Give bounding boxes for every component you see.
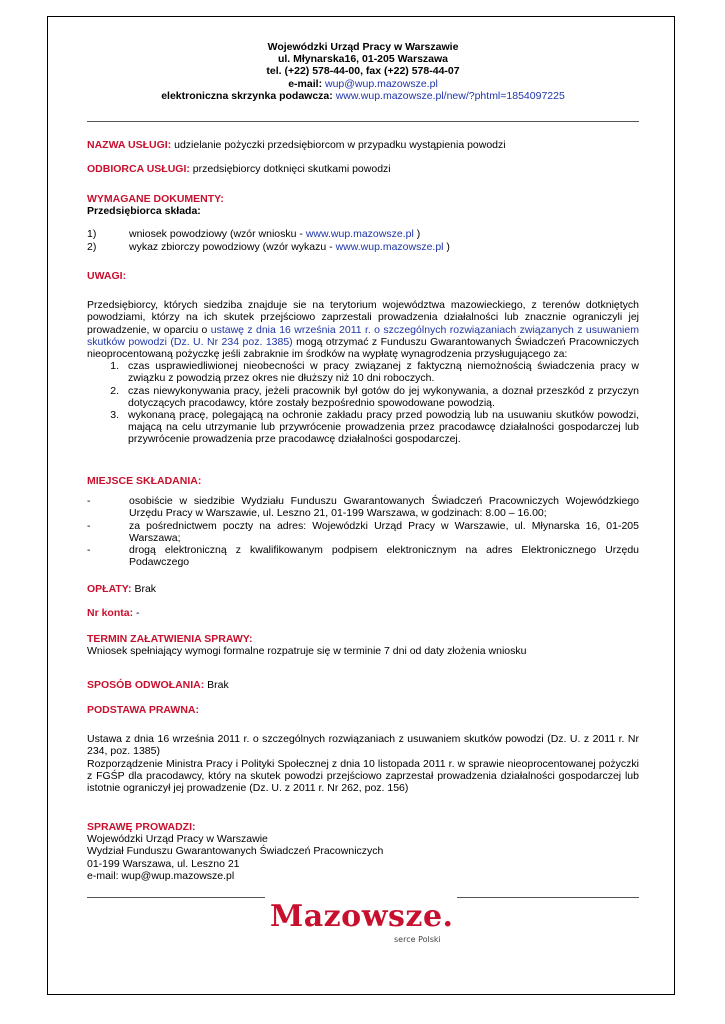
email-label: e-mail: [288,77,323,90]
place-item [87,520,639,544]
org-name: Wojewódzki Urząd Pracy w Warszawie [267,41,459,53]
item-tail: ) [443,240,450,253]
fees-section [87,583,639,595]
legal-paragraph-2: Rozporządzenie Ministra Pracy i Polityki Społecznej z dnia 10 listopada 2011 r. w sprawie nieoprocentowanej pożyczki z FGŚP dla pracodawcy, który na skutek powodzi przejściowo zaprzestał prowadzenia działalności gospodarczej lub istotnie ograniczył jej prowadzenie (Dz. U. z 2011 r. Nr 262, poz. 156) [87,757,639,795]
item-text: wykaz zbiorczy powodziowy (wzór wykazu - [129,240,336,253]
item-number: 1) [87,228,97,241]
handler-section [87,821,639,882]
fees-label: OPŁATY: [87,583,132,595]
document-item [87,241,639,253]
mazowsze-logo [268,899,458,952]
org-address: ul. Młynarska16, 01-205 Warszawa [277,53,449,66]
deadline-value: Wniosek spełniający wymogi formalne rozpatruje się w terminie 7 dni od daty złożenia wniosku [87,645,527,658]
place-section [87,475,639,568]
logo-wordmark: Mazowsze. [270,899,454,934]
list-number: 2. [110,384,119,397]
recipient-label: ODBIORCA USŁUGI: [87,163,190,175]
list-text: czas niewykonywania pracy, jeżeli pracownik był gotów do jej wykonywania, a doznał przeszkód z przyczyn dotyczących pracodawcy, które zostały bezpośrednio spowodowane powodzią. [128,384,639,409]
recipient-value: przedsiębiorcy dotknięci skutkami powodzi [192,163,391,175]
list-number: 1. [110,360,119,373]
logo-tagline: serce Polski [394,935,441,944]
place-item [87,495,639,519]
form-link[interactable]: www.wup.mazowsze.pl [335,240,444,253]
form-link[interactable]: www.wup.mazowsze.pl [305,228,414,241]
legal-label: PODSTAWA PRAWNA: [87,704,199,716]
notes-section [87,270,639,446]
footer-rule-right [457,897,639,898]
header-divider [87,121,639,122]
dash-marker: - [87,519,91,532]
inbox-label: elektroniczna skrzynka podawcza: [161,89,333,102]
account-section [87,607,639,619]
notes-label: UWAGI: [87,270,127,282]
list-text: wykonaną pracę, polegającą na ochronie zakładu pracy przed powodzią lub na usuwaniu skutków powodzi, mającą na celu utrzymanie lub przywrócenie prowadzenia przez pracodawcę działalności gospodarczej lub przywrócenie prowadzenia prze pracodawcę działalności gospodarczej. [128,409,639,446]
email-link[interactable]: wup@wup.mazowsze.pl [324,77,438,90]
documents-sub: Przedsiębiorca składa: [87,205,201,218]
law-link[interactable]: ustawę z dnia 16 września 2011 r. o szczególnych rozwiązaniach związanych z usuwaniem skutków powodzi (Dz. U. Nr 234 poz. 1385) [87,323,639,348]
handler-line: e-mail: wup@wup.mazowsze.pl [87,869,235,882]
deadline-section [87,633,639,657]
service-section [87,139,639,151]
footer-rule-left [87,897,265,898]
list-text: czas usprawiedliwionej nieobecności w pracy związanej z faktyczną niemożnością świadczenia pracy w związku z powodzią przez okres nie dłuższy niż 10 dni roboczych. [128,360,639,385]
service-label: NAZWA USŁUGI: [87,139,172,151]
item-tail: ) [413,228,421,241]
document-header [87,41,639,102]
list-item [87,409,639,446]
item-text: wniosek powodziowy (wzór wniosku - [129,228,306,241]
appeal-label: SPOSÓB ODWOŁANIA: [87,679,205,691]
dash-marker: - [87,495,91,508]
place-item [87,544,639,568]
handler-line: Wojewódzki Urząd Pracy w Warszawie [87,833,268,846]
notes-paragraph [87,299,639,360]
handler-line: Wydział Funduszu Gwarantowanych Świadczeń Pracowniczych [87,845,384,858]
account-label: Nr konta: [87,607,134,619]
place-text: za pośrednictwem poczty na adres: Wojewódzki Urząd Pracy w Warszawie, ul. Młynarska 16, 01-205 Warszawa; [129,519,639,544]
documents-label: WYMAGANE DOKUMENTY: [87,193,224,205]
legal-paragraph-1: Ustawa z dnia 16 września 2011 r. o szczególnych rozwiązaniach z usuwaniem skutków powodzi (Dz. U. z 2011 r. Nr 234, poz. 1385) [87,733,639,758]
list-item [87,385,639,409]
fees-value: Brak [134,583,157,595]
org-phone: tel. (+22) 578-44-00, fax (+22) 578-44-07 [266,65,460,78]
notes-list [87,360,639,445]
service-value: udzielanie pożyczki przedsiębiorcom w przypadku wystąpienia powodzi [174,139,506,151]
inbox-link[interactable]: www.wup.mazowsze.pl/new/?phtml=1854097225 [335,89,565,102]
dash-marker: - [87,544,91,557]
place-text: drogą elektroniczną z kwalifikowanym podpisem elektronicznym na adres Elektronicznego Urzędu Podawczego [129,544,639,569]
place-text: osobiście w siedzibie Wydziału Funduszu Gwarantowanych Świadczeń Pracowniczych Wojewódzkiego Urzędu Pracy w Warszawie, ul. Leszno 21, 01-199 Warszawa, w godzinach: 8.00 – 16.00; [129,495,639,520]
list-item [87,360,639,384]
legal-section [87,704,639,794]
document-item [87,228,639,240]
handler-line: 01-199 Warszawa, ul. Leszno 21 [87,857,240,870]
handler-label: SPRAWĘ PROWADZI: [87,821,196,833]
item-number: 2) [87,240,97,253]
deadline-label: TERMIN ZAŁATWIENIA SPRAWY: [87,633,253,645]
list-number: 3. [110,409,119,422]
place-label: MIEJSCE SKŁADANIA: [87,475,202,487]
account-value: - [136,607,140,619]
notes-text-b: mogą otrzymać z Funduszu Gwarantowanych Świadczeń Pracowniczych nieoprocentowaną pożyczkę jeśli zabraknie im środków na wypłatę wynagrodzenia przysługującego za: [87,335,640,361]
recipient-section [87,163,639,175]
documents-section [87,193,639,253]
notes-text-a: Przedsiębiorcy, których siedziba znajduje sie na terytorium województwa mazowieckiego, z terenów dotkniętych powodziami, którzy na ich skutek przejściowo zaprzestali prowadzenia działalności lub znacznie ograniczyli jej prowadzenie, w oparciu o [87,299,639,336]
appeal-value: Brak [207,679,229,691]
appeal-section [87,679,639,691]
